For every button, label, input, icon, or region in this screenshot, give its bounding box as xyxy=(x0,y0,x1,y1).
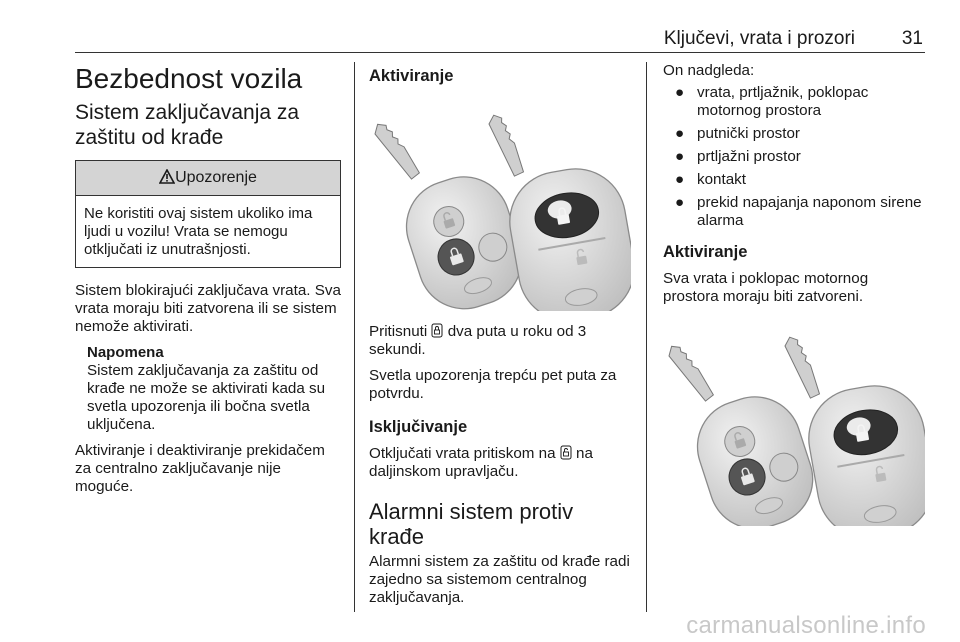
paragraph xyxy=(369,323,631,359)
warning-header xyxy=(76,161,340,196)
section-title: Ključevi, vrata i prozori xyxy=(663,28,855,49)
paragraph: Sva vrata i poklopac motornog prostora moraju biti zatvoreni. xyxy=(663,270,869,305)
page-number: 31 xyxy=(901,28,923,49)
paragraph: Alarmni sistem za zaštitu od krađe radi zajedno sa sistemom centralnog zaključavanja. xyxy=(369,553,630,606)
warning-text: Ne koristiti ovaj sistem ukoliko ima ljudi u vozilu! Vrata se nemogu otključati iz unutrašnjosti. xyxy=(84,205,313,258)
paragraph: Aktiviranje i deaktiviranje prekidačem za centralno zaključavanje nije moguće. xyxy=(75,442,325,495)
note-text: Sistem zaključavanja za zaštitu od krađe ne može se aktivirati kada su svetla upozorenja ili bočna svetla uključena. xyxy=(87,362,326,433)
paragraph: Svetla upozorenja trepću pet puta za potvrdu. xyxy=(369,367,617,402)
press-text-post: dva puta u roku od 3 sekundi. xyxy=(369,323,587,358)
subheading-deactivation: Isključivanje xyxy=(369,418,468,436)
monitored-list xyxy=(663,84,925,230)
watermark-text: carmanualsonline.info xyxy=(686,612,926,639)
paragraph: Sistem blokirajući zaključava vrata. Sva vrata moraju biti zatvorena ili se sistem nemože aktivirati. xyxy=(75,282,341,335)
column-divider xyxy=(646,62,647,612)
warning-box xyxy=(75,160,341,268)
column-right xyxy=(663,62,925,526)
subheading-activation: Aktiviranje xyxy=(663,243,748,261)
warning-label: Upozorenje xyxy=(175,169,257,186)
unlock-text-post: na daljinskom upravljaču. xyxy=(369,445,593,480)
alarm-heading: Alarmni sistem protiv krađe xyxy=(369,499,574,549)
warning-triangle-icon xyxy=(159,169,175,184)
paragraph xyxy=(369,445,631,481)
paragraph: On nadgleda: xyxy=(663,62,755,79)
note-box xyxy=(75,344,341,434)
section-heading: Sistem zaključavanja za zaštitu od krađe xyxy=(75,101,300,149)
list-item: ● vrata, prtljažnik, poklopac motornog prostora xyxy=(675,84,869,119)
note-title: Napomena xyxy=(87,344,164,361)
column-middle xyxy=(369,62,631,615)
page-header xyxy=(75,20,925,53)
lock-button-icon xyxy=(431,323,443,338)
list-item: ● prtljažni prostor xyxy=(675,148,801,165)
column-left xyxy=(75,62,341,504)
key-fob-illustration xyxy=(663,316,925,526)
list-item: ● prekid napajanja naponom sirene alarma xyxy=(675,194,922,229)
list-item: ● putnički prostor xyxy=(675,125,800,142)
column-divider xyxy=(354,62,355,612)
key-fob-illustration xyxy=(369,96,631,311)
list-item: ● kontakt xyxy=(675,171,746,188)
subheading-activation: Aktiviranje xyxy=(369,67,454,85)
unlock-button-icon xyxy=(560,445,572,460)
press-text-pre: Pritisnuti xyxy=(369,323,428,340)
main-heading: Bezbednost vozila xyxy=(75,63,303,94)
unlock-text-pre: Otključati vrata pritiskom na xyxy=(369,445,556,462)
